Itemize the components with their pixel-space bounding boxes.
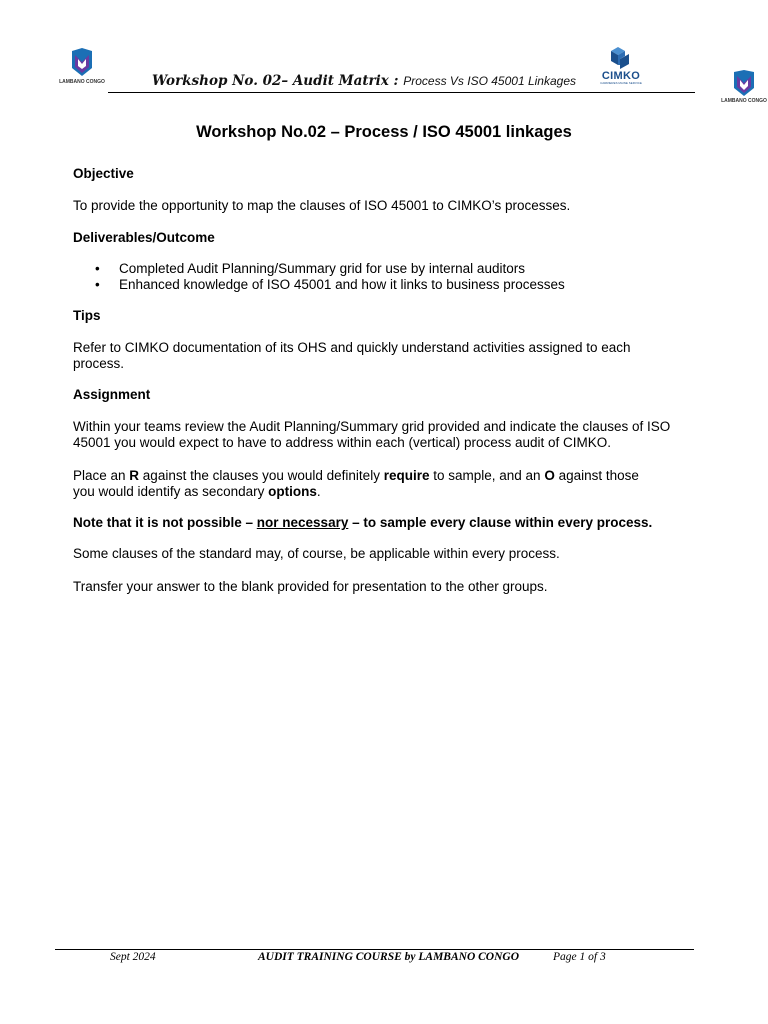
cimko-logo-name: CIMKO — [601, 70, 641, 82]
place-o: O — [544, 468, 555, 483]
place-text: Place an — [73, 468, 130, 483]
note-text — [73, 515, 713, 531]
deliverable-item: Enhanced knowledge of ISO 45001 and how it links to business processes — [119, 277, 565, 292]
place-options: options — [268, 484, 317, 499]
place-text: . — [316, 484, 321, 499]
place-text: against those — [554, 468, 639, 483]
tips-heading: Tips — [73, 308, 101, 323]
cimko-logo — [598, 45, 644, 85]
header-divider — [108, 92, 695, 93]
tips-line-1: Refer to CIMKO documentation of its OHS and quickly understand activities assigned to each — [73, 340, 631, 355]
bullet-icon: • — [95, 261, 100, 276]
lambano-congo-logo — [56, 48, 108, 88]
lambano-congo-logo-right — [718, 70, 768, 106]
note-part: Note that it is not possible – — [73, 515, 257, 530]
note-part: – to sample every clause within every process. — [348, 515, 653, 530]
place-text: to sample, and an — [429, 468, 545, 483]
objective-heading: Objective — [73, 166, 134, 181]
place-instructions — [73, 468, 713, 500]
place-require: require — [383, 468, 430, 483]
lambano-logo-caption: LAMBANO CONGO — [721, 98, 767, 104]
header-title: Workshop No. 02– Audit Matrix : — [152, 73, 399, 89]
footer-course: AUDIT TRAINING COURSE by LAMBANO CONGO — [258, 951, 520, 963]
objective-text: To provide the opportunity to map the clauses of ISO 45001 to CIMKO’s processes. — [73, 198, 571, 213]
bullet-icon: • — [95, 277, 100, 292]
assignment-line-1: Within your teams review the Audit Planning/Summary grid provided and indicate the clauses of ISO — [73, 419, 671, 434]
deliverable-item: Completed Audit Planning/Summary grid for use by internal auditors — [119, 261, 525, 276]
lambano-shield-icon — [718, 70, 768, 98]
document-title: Workshop No.02 – Process / ISO 45001 linkages — [196, 123, 572, 141]
assignment-line-2: 45001 you would expect to have to address within each (vertical) process audit of CIMKO. — [73, 435, 612, 450]
deliverables-heading: Deliverables/Outcome — [73, 230, 215, 245]
footer-divider — [55, 949, 694, 950]
place-text: you would identify as secondary — [73, 484, 269, 499]
place-r: R — [129, 468, 140, 483]
place-text: against the clauses you would definitely — [139, 468, 384, 483]
page-header — [152, 73, 576, 89]
header-subtitle: Process Vs ISO 45001 Linkages — [403, 74, 576, 88]
some-clauses-text: Some clauses of the standard may, of course, be applicable within every process. — [73, 546, 560, 561]
assignment-heading: Assignment — [73, 387, 151, 402]
note-underlined: nor necessary — [256, 515, 349, 530]
lambano-shield-icon — [56, 48, 108, 78]
lambano-logo-caption: LAMBANO CONGO — [59, 79, 105, 85]
cimko-logo-tagline: CARRIERES MAINE SERVICE — [600, 81, 642, 85]
transfer-text: Transfer your answer to the blank provided for presentation to the other groups. — [73, 579, 548, 594]
footer-date: Sept 2024 — [110, 951, 156, 963]
cimko-cube-icon — [598, 45, 644, 71]
tips-line-2: process. — [73, 356, 125, 371]
tips-text — [73, 340, 713, 372]
footer-page-number: Page 1 of 3 — [553, 951, 606, 963]
assignment-text — [73, 419, 713, 451]
